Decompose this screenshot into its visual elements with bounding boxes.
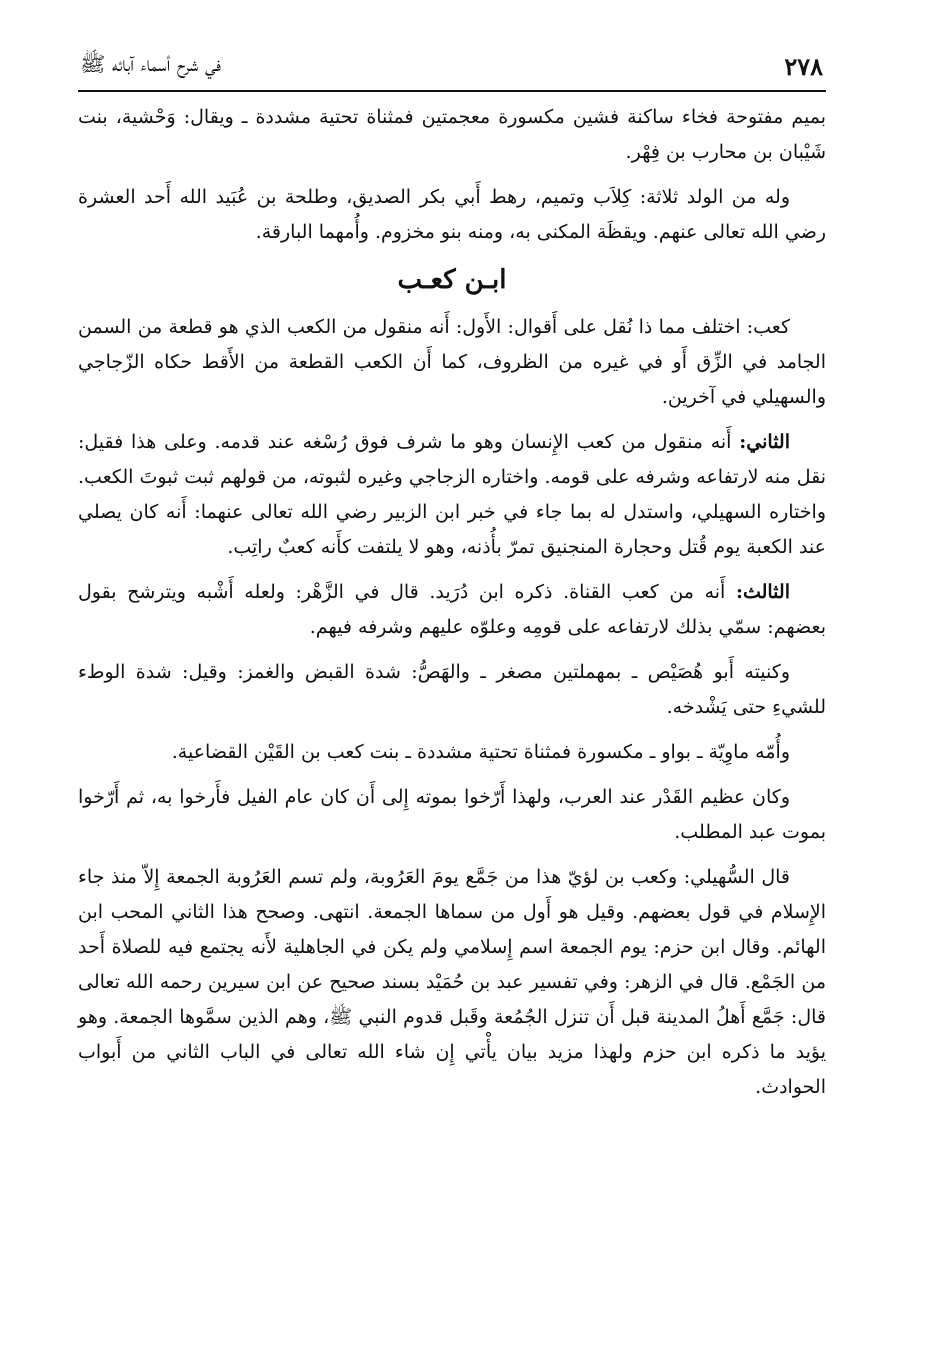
header-divider [78, 90, 826, 92]
paragraph-lead: الثالث: [735, 581, 790, 603]
section-heading: ابـن كعـب [397, 265, 507, 295]
page-body [78, 100, 826, 1115]
paragraph-text: أَنه من كعب القناة. ذكره ابن دُرَيد. قال في الزَّهْر: ولعله أَشْبه ويترشح بقول بعضهم: سمّي بذلك لارتفاعه على قومِه وعلوّه عليهم وشرفه فيهم. [78, 581, 826, 638]
paragraph [78, 575, 826, 645]
paragraph [78, 655, 826, 725]
paragraph-text: كعب: اختلف مما ذا نُقل على أَقوال: الأَول: أَنه منقول من الكعب الذي هو قطعة من السمن الجامد في الزِّق أَو في غيره من الظروف، كما أَن الكعب القطعة من الأَقط حكاه الزّجاجي والسهيلي في آخرين. [78, 316, 826, 408]
paragraph-text: وكان عظيم القَدْر عند العرب، ولهذا أَرّخوا بموته إِلى أَن كان عام الفيل فأَرخوا به، ثم أَرّخوا بموت عبد المطلب. [78, 786, 826, 843]
paragraph [78, 735, 826, 770]
paragraph-text: قال السُّهيلي: وكعب بن لؤيّ هذا من جَمَّع يومَ العَرُوبة، ولم تسم العَرُوبة الجمعة إِلاّ منذ جاء الإِسلام في قول بعضهم. وقيل هو أَول من سماها الجمعة. انتهى. وصحح هذا الثاني المحب ابن الهائم. وقال ابن حزم: يوم الجمعة اسم إِسلامي ولم يكن في الجاهلية لأَنه يجتمع فيه للصلاة أَحد من الجَمْع. قال في الزهر: وفي تفسير عبد بن حُمَيْد بسند صحيح عن ابن سيرين رحمه الله تعالى قال: جَمَّع أَهلُ المدينة قبل أَن تنزل الجُمُعة وقَبل قدوم النبي ﷺ، وهم الذين سمَّوها الجمعة. وهو يؤيد ما ذكره ابن حزم ولهذا مزيد بيان يأْتي إِن شاء الله تعالى في الباب الثاني من أَبواب الحوادث. [78, 866, 826, 1098]
paragraph [78, 780, 826, 850]
paragraph-text: وأُمّه ماوِيّة ـ بواو ـ مكسورة فمثناة تحتية مشددة ـ بنت كعب بن القَيْن القضاعية. [171, 741, 790, 763]
paragraph [78, 425, 826, 565]
paragraph-text: بميم مفتوحة فخاء ساكنة فشين مكسورة معجمتين فمثناة تحتية مشددة ـ ويقال: وَحْشية، بنت شَيْبان بن محارب بن فِهْر. [78, 106, 826, 163]
paragraph [78, 180, 826, 250]
paragraph-text: وكنيته أَبو هُصَيْص ـ بمهملتين مصغر ـ والهَصُّ: شدة القبض والغمز: وقيل: شدة الوطء للشيءِ حتى يَشْدخه. [78, 661, 826, 718]
paragraph [78, 310, 826, 415]
page-header [80, 44, 823, 88]
paragraph [78, 860, 826, 1105]
paragraph-lead: الثاني: [739, 431, 790, 453]
paragraph [78, 100, 826, 170]
running-title: في شرح أسماء آبائه ﷺ [80, 51, 222, 76]
paragraph-text: أَنه منقول من كعب الإِنسان وهو ما شرف فوق رُسْغه عند قدمه. وعلى هذا فقيل: نقل منه لارتفاعه وشرفه على قومه. واختاره الزجاجي وغيره لثبوته، من قولهم ثبت ثبوتَ الكعب. واختاره السهيلي، واستدل له بما جاء في خبر ابن الزبير رضي الله تعالى عنهما: أَنه كان يصلي عند الكعبة يوم قُتل وحجارة المنجنيق تمرّ بأُذنه، وهو لا يلتفت كأَنه كعبٌ راتِب. [78, 431, 826, 558]
paragraph-text: وله من الولد ثلاثة: كِلاَب وتميم، رهط أَبي بكر الصديق، وطلحة بن عُبَيد الله أَحد العشرة رضي الله تعالى عنهم. ويقظَة المكنى به، ومنه بنو مخزوم. وأُمهما البارقة. [78, 186, 826, 243]
page-number: ٢٧٨ [784, 51, 823, 81]
